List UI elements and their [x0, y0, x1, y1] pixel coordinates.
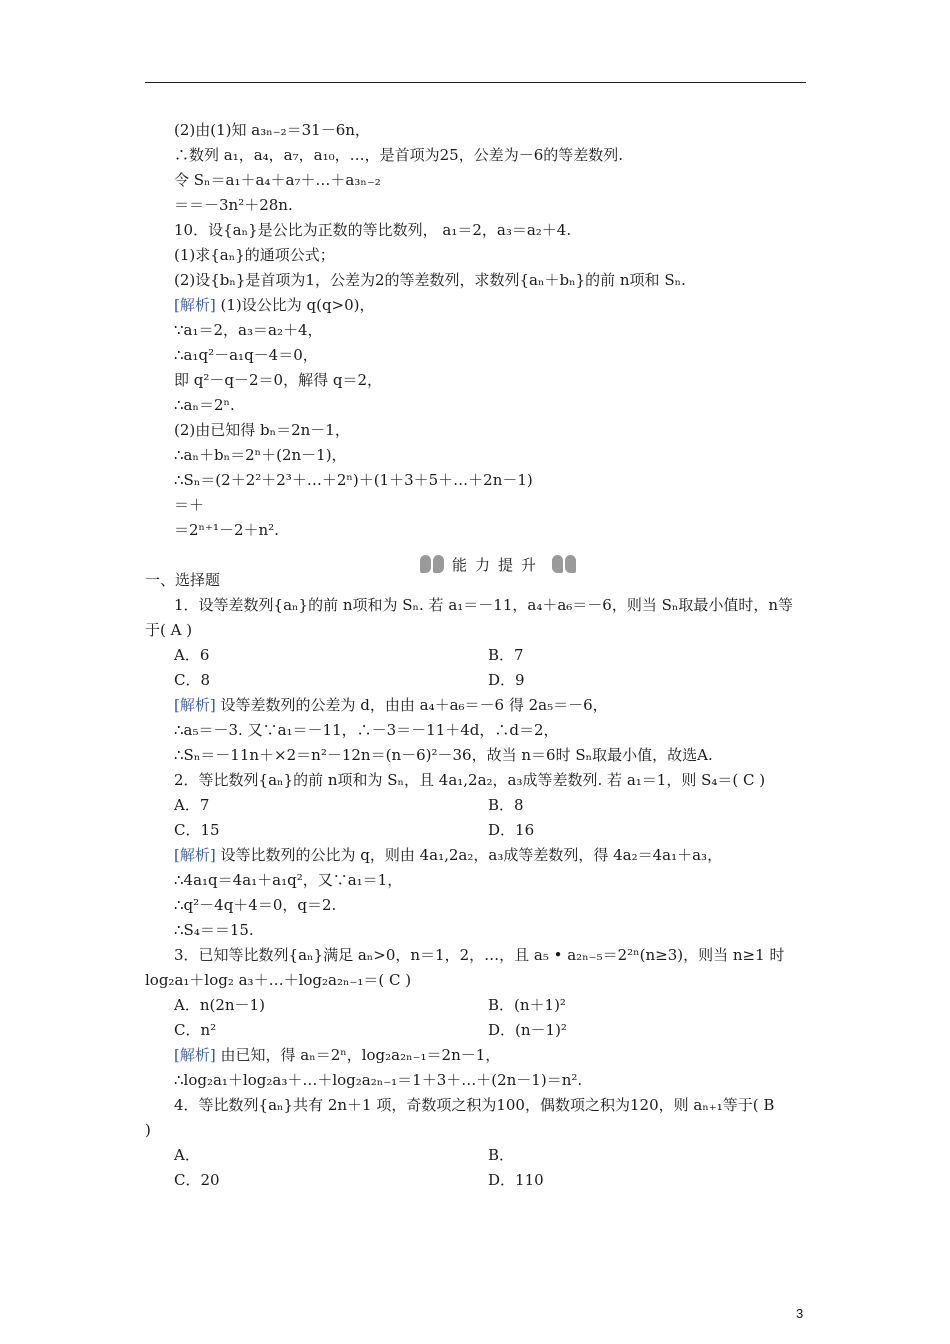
close-quote-icon	[550, 553, 576, 575]
solution-line: ∴a₁q²－a₁q－4＝0，	[174, 346, 318, 364]
question-4-stem: 4．等比数列{aₙ}共有 2n＋1 项，奇数项之积为100，偶数项之积为120，则 aₙ₊₁等于( B	[174, 1096, 775, 1114]
options-row	[174, 818, 806, 843]
open-quote-icon	[420, 553, 446, 575]
solution-tag: [解析]	[174, 1046, 216, 1064]
solution-line: ＝2ⁿ⁺¹－2＋n².	[174, 521, 279, 539]
solution-line: ∴a₅＝－3. 又∵a₁＝－11，∴－3＝－11＋4d，∴d＝2，	[174, 721, 559, 739]
page-number: 3	[796, 1306, 804, 1321]
solution-tag: [解析]	[174, 846, 216, 864]
solution-line: ∴4a₁q＝4a₁＋a₁q²，又∵a₁＝1，	[174, 871, 403, 889]
option-c: C．15	[174, 821, 220, 839]
options-row	[174, 668, 806, 693]
option-b: B．8	[488, 796, 524, 814]
solution-tag: [解析]	[174, 696, 216, 714]
option-c: C．n²	[174, 1021, 217, 1039]
options-row	[174, 1018, 806, 1043]
question-10-stem: 10．设{aₙ}是公比为正数的等比数列， a₁＝2，a₃＝a₂＋4.	[174, 221, 572, 239]
option-c: C．8	[174, 671, 211, 689]
solution-text: (1)设公比为 q(q>0)，	[215, 296, 375, 314]
option-d: D．(n－1)²	[488, 1021, 567, 1039]
solution-line	[174, 293, 806, 318]
option-d: D．110	[488, 1171, 544, 1189]
question-3-stem: 3．已知等比数列{aₙ}满足 aₙ>0，n＝1，2，…，且 a₅ • a₂ₙ₋₅＝2²ⁿ(n≥3)，则当 n≥1 时	[174, 946, 785, 964]
question-3-stem-cont: log₂a₁＋log₂ a₃＋…＋log₂a₂ₙ₋₁＝( C )	[145, 971, 412, 989]
page-content	[145, 118, 806, 1193]
solution-line: ∴aₙ＝2ⁿ.	[174, 396, 235, 414]
solution-line: ∴Sₙ＝(2＋2²＋2³＋…＋2ⁿ)＋(1＋3＋5＋…＋2n－1)	[174, 471, 533, 489]
text-line: ＝＝－3n²＋28n.	[174, 196, 293, 214]
text-line: 令 Sₙ＝a₁＋a₄＋a₇＋…＋a₃ₙ₋₂	[174, 171, 381, 189]
solution-tag: [解析]	[174, 296, 216, 314]
options-row	[174, 993, 806, 1018]
section-banner-title: 能力提升	[452, 555, 545, 574]
solution-line: ∵a₁＝2，a₃＝a₂＋4，	[174, 321, 323, 339]
question-1-stem: 1．设等差数列{aₙ}的前 n项和为 Sₙ. 若 a₁＝－11，a₄＋a₆＝－6，则当 Sₙ取最小值时，n等	[174, 596, 794, 614]
text-line: (2)设{bₙ}是首项为1，公差为2的等差数列，求数列{aₙ＋bₙ}的前 n项和 Sₙ.	[174, 271, 686, 289]
solution-line: ＝＋	[174, 496, 205, 514]
section-heading: 一、选择题	[145, 571, 221, 589]
solution-text: 由已知，得 aₙ＝2ⁿ，log₂a₂ₙ₋₁＝2n－1，	[215, 1046, 501, 1064]
option-a: A．7	[174, 796, 210, 814]
text-line: (2)由(1)知 a₃ₙ₋₂＝31－6n，	[174, 121, 370, 139]
solution-line	[174, 843, 806, 868]
solution-line	[174, 693, 806, 718]
text-line: (1)求{aₙ}的通项公式；	[174, 246, 335, 264]
option-c: C．20	[174, 1171, 220, 1189]
solution-line: ∴aₙ＋bₙ＝2ⁿ＋(2n－1)，	[174, 446, 347, 464]
solution-line: ∴log₂a₁＋log₂a₃＋…＋log₂a₂ₙ₋₁＝1＋3＋…＋(2n－1)＝n².	[174, 1071, 583, 1089]
option-d: D．16	[488, 821, 535, 839]
option-a: A．	[174, 1146, 200, 1164]
solution-line: (2)由已知得 bₙ＝2n－1，	[174, 421, 350, 439]
question-2-stem: 2．等比数列{aₙ}的前 n项和为 Sₙ，且 4a₁,2a₂，a₃成等差数列. 若 a₁＝1，则 S₄＝( C )	[174, 771, 766, 789]
section-banner	[420, 549, 576, 579]
question-1-stem-cont: 于( A )	[145, 621, 193, 639]
options-row	[174, 1143, 806, 1168]
options-row	[174, 1168, 806, 1193]
option-a: A．n(2n－1)	[174, 996, 265, 1014]
option-a: A．6	[174, 646, 210, 664]
solution-line: ∴S₄＝＝15.	[174, 921, 254, 939]
question-4-stem-cont: )	[145, 1121, 151, 1139]
solution-line	[174, 1043, 806, 1068]
solution-text: 设等比数列的公比为 q，则由 4a₁,2a₂，a₃成等差数列，得 4a₂＝4a₁＋a₃，	[215, 846, 723, 864]
option-b: B．7	[488, 646, 524, 664]
text-line: ∴数列 a₁，a₄，a₇，a₁₀，…，是首项为25，公差为－6的等差数列.	[174, 146, 624, 164]
solution-line: 即 q²－q－2＝0，解得 q＝2，	[174, 371, 382, 389]
option-d: D．9	[488, 671, 525, 689]
options-row	[174, 643, 806, 668]
solution-text: 设等差数列的公差为 d，由由 a₄＋a₆＝－6 得 2a₅＝－6，	[215, 696, 608, 714]
option-b: B．(n＋1)²	[488, 996, 566, 1014]
options-row	[174, 793, 806, 818]
solution-line: ∴Sₙ＝－11n＋×2＝n²－12n＝(n－6)²－36，故当 n＝6时 Sₙ取最小值，故选A.	[174, 746, 713, 764]
header-rule	[145, 82, 806, 83]
option-b: B．	[488, 1146, 515, 1164]
solution-line: ∴q²－4q＋4＝0，q＝2.	[174, 896, 337, 914]
